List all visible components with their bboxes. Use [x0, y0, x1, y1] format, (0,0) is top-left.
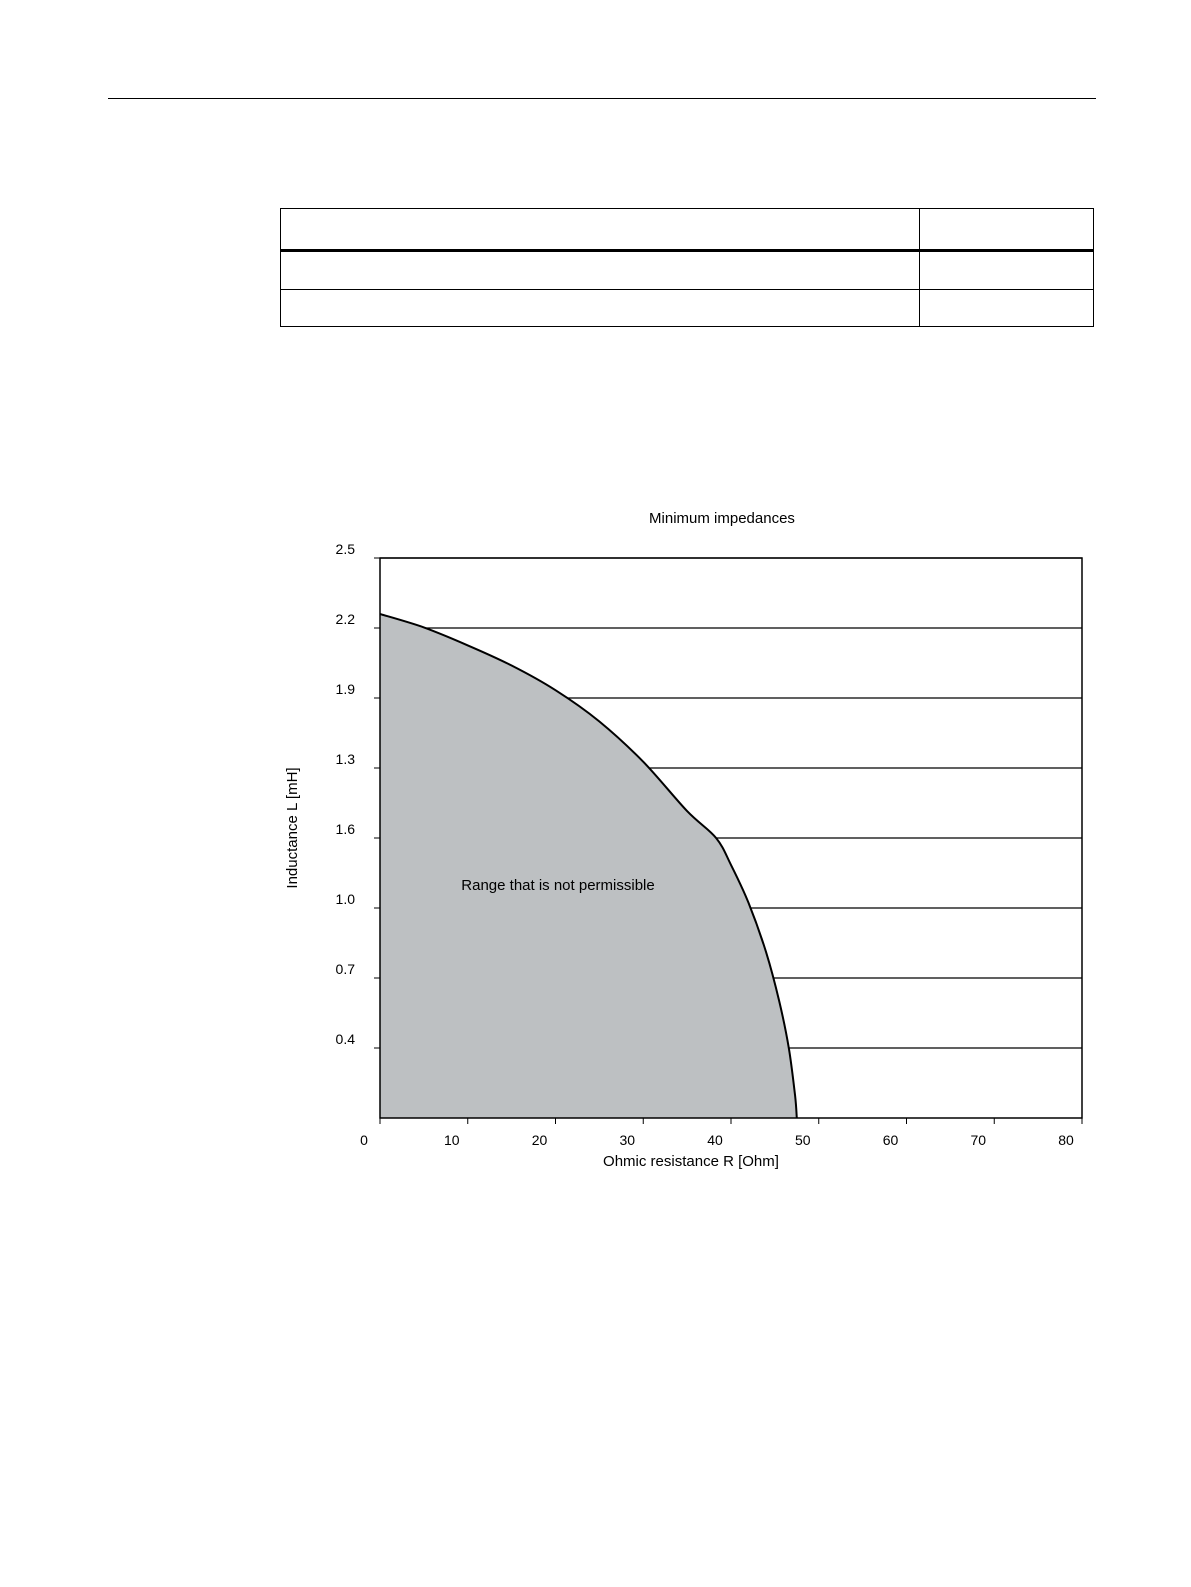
x-axis-label: Ohmic resistance R [Ohm]	[603, 1153, 779, 1170]
x-tick-label: 40	[707, 1132, 723, 1148]
x-tick-label: 70	[970, 1132, 987, 1148]
table-row	[281, 251, 1094, 289]
table-header-cell	[920, 209, 1094, 251]
y-tick-label: 1.6	[335, 821, 355, 837]
table-cell	[920, 289, 1094, 326]
y-tick-label: 0.7	[335, 961, 355, 977]
y-axis-label: Inductance L [mH]	[284, 767, 301, 889]
y-tick-label: 1.3	[335, 751, 355, 767]
x-tick-label: 0	[360, 1132, 368, 1148]
spec-table	[280, 208, 1094, 327]
x-tick-label: 60	[882, 1132, 899, 1148]
impermissible-area	[380, 614, 797, 1118]
area-annotation: Range that is not permissible	[461, 877, 655, 894]
table-cell	[281, 251, 920, 289]
x-tick-label: 80	[1058, 1132, 1074, 1148]
y-tick-label: 2.2	[335, 611, 355, 627]
y-axis-ticks	[336, 541, 380, 1048]
table-cell	[920, 251, 1094, 289]
y-tick-label: 1.9	[335, 681, 355, 697]
table-header-row	[281, 209, 1094, 251]
x-tick-label: 30	[619, 1132, 636, 1148]
chart-title: Minimum impedances	[649, 510, 795, 527]
y-tick-label: 2.5	[335, 541, 355, 557]
x-tick-label: 10	[443, 1132, 460, 1148]
impedance-chart	[270, 495, 1110, 1185]
table-header-cell	[281, 209, 920, 251]
y-tick-label: 1.0	[335, 891, 355, 907]
x-axis-ticks	[360, 1118, 1082, 1148]
table-row	[281, 289, 1094, 326]
x-tick-label: 50	[794, 1132, 811, 1148]
table-cell	[281, 289, 920, 326]
y-tick-label: 0.4	[335, 1031, 355, 1047]
x-tick-label: 20	[531, 1132, 548, 1148]
header-rule	[108, 98, 1096, 99]
